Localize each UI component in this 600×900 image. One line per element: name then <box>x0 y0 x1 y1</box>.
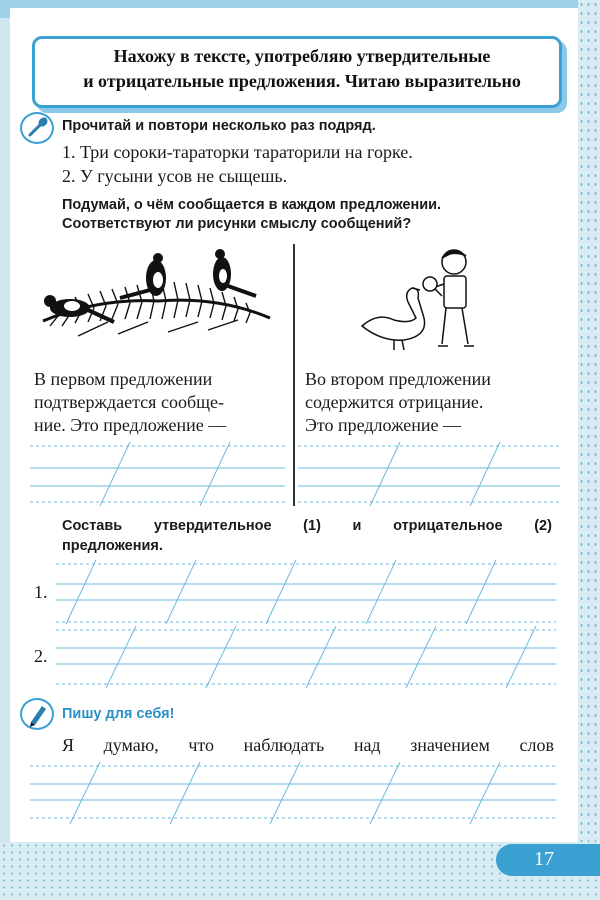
task4-word: думаю, <box>103 735 159 755</box>
microphone-icon <box>20 112 54 144</box>
answer-writing-lines[interactable] <box>30 440 560 506</box>
task3-word: (1) <box>303 518 321 534</box>
task4-word: наблюдать <box>243 735 325 755</box>
task3-word: Составь <box>62 518 123 534</box>
lesson-header <box>42 44 562 94</box>
task4-word: над <box>353 735 381 755</box>
sentence-label-1: 1. <box>34 582 48 602</box>
write-for-yourself-text <box>62 735 554 756</box>
right-col-line-3: Это предложение — <box>305 415 462 435</box>
task4-word: Я <box>62 735 75 755</box>
sentence-label-2: 2. <box>34 646 48 666</box>
right-col-line-2: содержится отрицание. <box>305 392 484 412</box>
task4-word: что <box>188 735 215 755</box>
header-line-1: Нахожу в тексте, употребляю утвердительные <box>113 46 491 66</box>
task3-word: утвердительное <box>153 518 272 534</box>
task2-question-line-1: Подумай, о чём сообщается в каждом предложении. <box>62 197 442 213</box>
right-col-line-1: Во втором предложении <box>305 369 491 389</box>
write-for-yourself-heading: Пишу для себя! <box>62 706 175 722</box>
task3-word: отрицательное <box>393 518 503 534</box>
left-col-line-1: В первом предложении <box>34 369 213 389</box>
task3-word: и <box>352 518 362 534</box>
magpies-illustration <box>38 246 274 350</box>
left-col-line-3: ние. Это предложение — <box>34 415 227 435</box>
pencil-icon <box>20 698 54 730</box>
page-edge-decoration <box>578 0 600 900</box>
task2-question-line-2: Соответствуют ли рисунки смыслу сообщений? <box>62 216 412 232</box>
left-col-line-2: подтверждается сообще- <box>34 392 224 412</box>
free-writing-lines[interactable] <box>30 762 556 832</box>
task3-word: (2) <box>534 518 552 534</box>
boy-with-magnifier-goose-illustration <box>358 240 498 360</box>
header-line-2: и отрицательные предложения. Читаю выразительно <box>83 71 521 91</box>
task3-instruction-line-1 <box>62 518 552 534</box>
task4-word: значением <box>410 735 490 755</box>
tongue-twister-2: 2. У гусыни усов не сыщешь. <box>62 166 288 186</box>
task1-instruction: Прочитай и повтори несколько раз подряд. <box>62 118 376 134</box>
task3-instruction-line-2: предложения. <box>62 538 163 554</box>
sentence-writing-lines[interactable] <box>56 560 556 688</box>
tongue-twister-1: 1. Три сороки-тараторки тараторили на горке. <box>62 142 413 162</box>
page-number: 17 <box>534 848 554 870</box>
task4-word: слов <box>519 735 554 755</box>
